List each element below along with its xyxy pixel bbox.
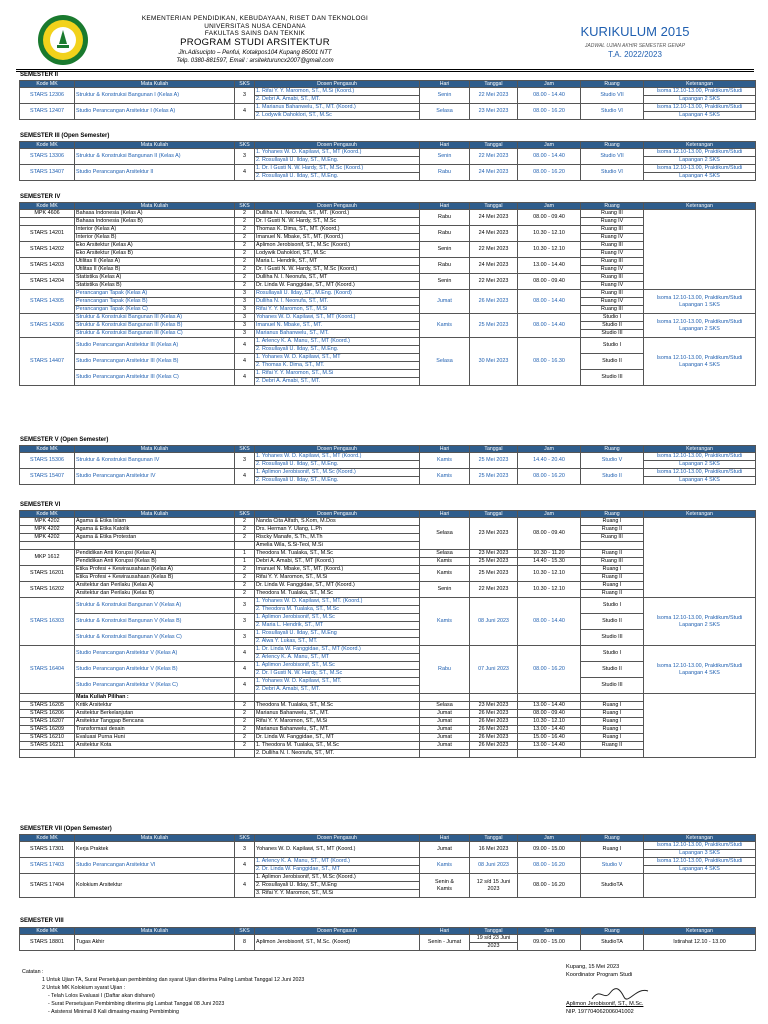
col-hari: Hari (420, 142, 470, 149)
table-row (20, 165, 756, 173)
table-row: Perancangan Tapak (Kelas C) 3 Rifai Y. Y. Maromon, ST., M.Si Ruang III (20, 306, 756, 314)
table-row: STARS 16209 Transformasi desain 2 Marianus Bahanwelu, ST., MT. Jumat 26 Mei 2023 13.00 - 14.40 Ruang I (20, 726, 756, 734)
semester-title: SEMESTER V (Open Semester) (20, 437, 109, 443)
keterangan-cell: Lapangan 4 SKS (644, 173, 756, 181)
table-row: 2023 (20, 943, 756, 951)
table-row: MPK 4202 Agama & Etika Protestan 2 Riscky Manafe, S.Th., M.Th Ruang III (20, 534, 756, 542)
semester-title: SEMESTER VIII (20, 918, 64, 924)
col-hari: Hari (420, 203, 470, 210)
note-item: - Surat Persetujuan Pembimbing diterima plg Lambat Tanggal 08 Juni 2023 (48, 1001, 225, 1007)
table-row: 2. Rosullayali U. Ilday, ST., M.Eng. Lapangan 2 SKS (20, 461, 756, 469)
table-row: STARS 17404 Kolokium Arsitektur 4 1. Aplimon Jerobisonif, ST., M.Sc (Koord.) Senin & Kamis 12 s/d 15 Juni 2023 08.00 - 16.20 StudioTA (20, 874, 756, 882)
table-row: 3. Rifai Y. Y. Maromon, ST., M.Si (20, 890, 756, 898)
table-row: STARS 16206 Arsitektur Berkelanjutan 2 Marianus Bahanwelu, ST., MT. Jumat 26 Mei 2023 08.00 - 09.40 Ruang I (20, 710, 756, 718)
table-row: STARS 15407 Studio Perancangan Arsitektur IV 4 1. Aplimon Jerobisonif, ST., M.Sc (Koord.) Kamis 25 Mei 2023 08.00 - 16.20 Studio II Isoma 12.10-13.00, Praktikum/Studi (20, 469, 756, 477)
col-tanggal: Tanggal (470, 81, 518, 88)
semester-title: SEMESTER VI (20, 502, 61, 508)
table-header (20, 203, 756, 210)
table-row: 2. Debri A. Amabi, ST., MT. (20, 686, 756, 694)
kode-cell: STARS 13306 (20, 149, 75, 165)
table-row: Perancangan Tapak (Kelas B) 3 Dulliha N. I. Neonufa, ST., MT. Ruang IV (20, 298, 756, 306)
tanggal-cell: 22 Mei 2023 (470, 88, 518, 104)
note-item: 1 Untuk Ujian TA, Surat Persetujuan pembimbing dan syarat Ujian diterima Paling Lambat Tanggal 12 Juni 2023 (42, 977, 305, 983)
sks-cell: 4 (235, 165, 255, 181)
kode-cell: STARS 12407 (20, 104, 75, 120)
table-row: 2. Rosullayali U. Ilday, ST., M.Eng. (20, 346, 756, 354)
note-item: - Asistensi Minimal 8 Kali dimasing-masing Pembimbing (48, 1009, 179, 1015)
col-kode: Kode MK (20, 203, 75, 210)
table-row: 2. Rosullayali U. Ilday, ST., M.Eng. Lapangan 4 SKS (20, 477, 756, 485)
kode-cell: STARS 12306 (20, 88, 75, 104)
col-sks: SKS (235, 81, 255, 88)
mk-cell: Struktur & Konstruksi Bangunan I (Kelas A) (75, 88, 235, 104)
semester-3-table (19, 141, 756, 181)
dosen-cell: 1. Rifai Y. Y. Maromon, ST., M.Si (Koord.) (255, 88, 420, 96)
ruang-cell: Studio VI (581, 165, 644, 181)
university-logo-icon (37, 14, 89, 66)
table-row: Struktur & Konstruksi Bangunan III (Kelas C) 3 Marianus Bahanwelu, ST., MT. Studio III (20, 330, 756, 338)
col-ruang: Ruang (581, 203, 644, 210)
mk-cell: Studio Perancangan Arsitektur I (Kelas A) (75, 104, 235, 120)
table-row: Struktur & Konstruksi Bangunan V (Kelas C) 3 1. Rosullayali U. Ilday, ST., M.Eng Studio III (20, 630, 756, 638)
semester-title: SEMESTER III (Open Semester) (20, 133, 110, 139)
dosen-cell: 2. Lodywik Dahoklori, ST., M.Sc (255, 112, 420, 120)
mk-cell: Studio Perancangan Arsitektur II (75, 165, 235, 181)
sks-cell: 4 (235, 104, 255, 120)
semester-8-table (19, 927, 756, 951)
table-row: STARS 15306 Struktur & Konstruksi Bangunan IV 3 1. Yohanes W. D. Kapilawi, ST., MT (Koord.) Kamis 25 Mei 2023 14.40 - 20.40 Studio V Isoma 12.10-13.00, Praktikum/Studi (20, 453, 756, 461)
mk-cell: Struktur & Konstruksi Bangunan II (Kelas A) (75, 149, 235, 165)
sks-cell: 3 (235, 149, 255, 165)
table-row: STARS 16205 Kritik Arsitektur 2 Theodora M. Tualaka, ST., M.Sc Selasa 23 Mei 2023 13.00 - 14.40 Ruang I (20, 702, 756, 710)
keterangan-cell: Lapangan 2 SKS (644, 157, 756, 165)
hari-cell: Senin (420, 149, 470, 165)
table-row: STARS 17301 Kerja Praktek 3 Yohanes W. D. Kapilawi, ST., MT (Koord.) Jumat 16 Mei 2023 09.00 - 15.00 Ruang I Isoma 12.10-13.00, Praktikum/Studi (20, 842, 756, 850)
table-row: STARS 14306 Struktur & Konstruksi Bangunan III (Kelas A) 3 Yohanes W. D. Kapilawi, ST., MT (Koord.) Kamis 25 Mei 2023 08.00 - 14.40 Studio I Isoma 12.10-13.00, Praktikum/Studi Lapangan 2 SKS (20, 314, 756, 322)
col-keterangan: Keterangan (644, 142, 756, 149)
table-row (20, 104, 756, 112)
schedule-note: JADWAL UJIAN AKHIR SEMESTER GENAP (584, 43, 686, 49)
table-header: Kode MK Mata Kuliah SKS Dosen Pengasuh Hari Tanggal Jam Ruang Keterangan (20, 511, 756, 518)
signature-nip: NIP. 197704062006041002 (566, 1008, 634, 1015)
semester-title: SEMESTER VII (Open Semester) (20, 826, 112, 832)
col-ruang: Ruang (581, 142, 644, 149)
table-row: STARS 14407 Studio Perancangan Arsitektur III (Kelas A) 4 1. Arlency K. A. Manu, ST., MT (Koord.) Selasa 30 Mei 2023 08.00 - 16.30 Studio I Isoma 12.10-13.00, Praktikum/Studi Lapangan 4 SKS (20, 338, 756, 346)
table-row: Arsitektur dan Perilaku (Kelas B) 2 Theodora M. Tualaka, ST., M.Sc Ruang II (20, 590, 756, 598)
col-mk: Mata Kuliah (75, 203, 235, 210)
table-row: 2. Dulliha N. I. Neonufa, ST., MT. (20, 750, 756, 758)
sks-cell: 3 (235, 88, 255, 104)
signature-role: Koordinator Program Studi (566, 971, 633, 978)
ruang-cell: Studio VII (581, 88, 644, 104)
tanggal-cell: 24 Mei 2023 (470, 165, 518, 181)
col-tanggal: Tanggal (470, 203, 518, 210)
table-row: Studio Perancangan Arsitektur III (Kelas B) 4 1. Yohanes W. D. Kapilawi, ST., MT Studio II (20, 354, 756, 362)
table-row: Utilitas II (Kelas B) 2 Dr. I Gusti N. W. Hardy, ST., M.Sc (Koord.) Ruang IV (20, 266, 756, 274)
table-row: 2. Rosullayali U. Ilday, ST., M.Eng (20, 882, 756, 890)
header-divider (16, 69, 754, 70)
col-jam: Jam (518, 142, 581, 149)
keterangan-cell: Isoma 12.10-13.00, Praktikum/Studi (644, 104, 756, 112)
table-row: MKP 1612 Pendidikan Anti Korupsi (Kelas A) 1 Theodora M. Tualaka, ST., M.Sc Selasa 23 Mei 2023 10.30 - 11.20 Ruang II (20, 550, 756, 558)
hari-cell: Selasa (420, 104, 470, 120)
col-dosen: Dosen Pengasuh (255, 203, 420, 210)
semester-title: SEMESTER IV (20, 194, 61, 200)
table-row: STARS 16211 Arsitektur Kota 2 1. Theodora M. Tualaka, ST., M.Sc Jumat 26 Mei 2023 13.00 - 14.40 Ruang II (20, 742, 756, 750)
table-row: STARS 17403 Studio Perancangan Arsitektur VI 4 1. Arlency K. A. Manu, ST., MT (Koord.) Kamis 08 Juni 2023 08.00 - 16.20 Studio V Isoma 12.10-13.00, Praktikum/Studi (20, 858, 756, 866)
notes (22, 968, 304, 1016)
ruang-cell: Studio VI (581, 104, 644, 120)
dosen-cell: 1. Dr. I Gusti N. W. Hardy, ST., M.Sc (Koord.) (255, 165, 420, 173)
dosen-cell: 2. Rosullayali U. Ilday, ST., M.Eng. (255, 157, 420, 165)
tanggal-cell: 23 Mei 2023 (470, 104, 518, 120)
table-row: Bahasa Indonesia (Kelas B) 2 Dr. I Gusti N. W. Hardy, ST., M.Sc Ruang IV (20, 218, 756, 226)
col-tanggal: Tanggal (470, 142, 518, 149)
academic-year: T.A. 2022/2023 (608, 50, 662, 59)
col-mk: Mata Kuliah (75, 81, 235, 88)
jam-cell: 08.00 - 16.20 (518, 165, 581, 181)
col-kode: Kode MK (20, 81, 75, 88)
keterangan-cell: Lapangan 2 SKS (644, 96, 756, 104)
table-row: Struktur & Konstruksi Bangunan V (Kelas B) 3 1. Aplimon Jerobisonif, ST., M.Sc Studio II (20, 614, 756, 622)
table-row: 2. Dr. I Gusti N. W. Hardy, ST., M.Sc (20, 670, 756, 678)
semester-7-table (19, 834, 756, 898)
kode-cell: STARS 13407 (20, 165, 75, 181)
table-header: Kode MK Mata Kuliah SKS Dosen Pengasuh Hari Tanggal Jam Ruang Keterangan (20, 928, 756, 935)
table-header (20, 142, 756, 149)
col-jam: Jam (518, 81, 581, 88)
table-header: Kode MK Mata Kuliah SKS Dosen Pengasuh Hari Tanggal Jam Ruang Keterangan (20, 835, 756, 842)
table-row: 2. Thomas K. Dima, ST., MT. (20, 362, 756, 370)
col-hari: Hari (420, 81, 470, 88)
table-row: Etika Profesi + Kewirausahaan (Kelas B) 2 Rifai Y. Y. Maromon, ST., M.Si Ruang II (20, 574, 756, 582)
col-mk: Mata Kuliah (75, 142, 235, 149)
col-ruang: Ruang (581, 81, 644, 88)
tanggal-cell: 22 Mei 2023 (470, 149, 518, 165)
table-row: Studio Perancangan Arsitektur V (Kelas B) 4 1. Aplimon Jerobisonif, ST., M.Sc Studio II (20, 662, 756, 670)
table-row: STARS 14202 Eko Arsitektur (Kelas A) 2 Aplimon Jerobisonif, ST., M.Sc (Koord.) Senin 22 Mei 2023 10.30 - 12.10 Ruang III (20, 242, 756, 250)
table-row: STARS 16207 Arsitektur Tanggap Bencana 2 Rifai Y. Y. Maromon, ST., M.Si Jumat 26 Mei 2023 10.30 - 12.10 Ruang I (20, 718, 756, 726)
table-row: MPK 4202 Agama & Etika Islam 2 Nanda Cita Alfath, S.Kom, M.Dos Selasa 23 Mei 2023 08.00 - 09.40 Ruang I (20, 518, 756, 526)
table-header: Kode MK Mata Kuliah SKS Dosen Pengasuh Hari Tanggal Jam Ruang Keterangan (20, 446, 756, 453)
table-row: Interior (Kelas B) 2 Imanuel N. Mbake, ST., MT. (Koord.) Ruang IV (20, 234, 756, 242)
table-row: 2. Theodora M. Tualaka, ST., M.Sc (20, 606, 756, 614)
curriculum-block (560, 24, 710, 59)
ministry-name: KEMENTERIAN PENDIDIKAN, KEBUDAYAAN, RISET DAN TEKNOLOGI (141, 15, 369, 22)
contact: Telp. 0380-881597, Email : arsitekturuncx2007@gmail.com (176, 58, 334, 64)
table-row: Mata Kuliah Pilihan : (20, 694, 756, 702)
col-dosen: Dosen Pengasuh (255, 142, 420, 149)
table-row: STARS 14201 Interior (Kelas A) 2 Thomas K. Dima, ST., MT. (Koord.) Rabu 24 Mei 2023 10.30 - 12.10 Ruang III (20, 226, 756, 234)
table-row: 2. Alwa Y. Lukas, ST., MT. (20, 638, 756, 646)
signature-name: Aplimon Jerobisonif, ST., M.Sc. (566, 1001, 644, 1007)
semester-5-table (19, 445, 756, 485)
notes-title: Catatan : (22, 969, 44, 975)
table-row (20, 149, 756, 157)
curriculum-title: KURIKULUM 2015 (580, 24, 690, 39)
table-row: Eko Arsitektur (Kelas B) 2 Lodywik Dahoklori, ST., M.Sc Ruang IV (20, 250, 756, 258)
table-row (20, 88, 756, 96)
table-row: STARS 14305 Perancangan Tapak (Kelas A) 3 Rosullayali U. Ilday, ST., M.Eng. (Koord) Jumat 26 Mei 2023 08.00 - 14.40 Ruang III Isoma 12.10-13.00, Praktikum/Studi Lapangan 1 SKS (20, 290, 756, 298)
note-item: 2 Untuk MK Kolokium syarat Ujian : (42, 985, 126, 991)
table-row: STARS 16210 Evaluasi Purna Huni 2 Dr. Linda W. Fanggidae, ST., MT Jumat 26 Mei 2023 15.00 - 16.40 Ruang I (20, 734, 756, 742)
jam-cell: 08.00 - 14.40 (518, 149, 581, 165)
faculty-name: FAKULTAS SAINS DAN TEKNIK (204, 30, 306, 37)
dosen-cell: 1. Marianus Bahanwelu, ST., MT. (Koord.) (255, 104, 420, 112)
note-item: - Telah Lolos Evaluasi I (Daftar akan disharei) (48, 993, 155, 999)
table-row: STARS 16404 Studio Perancangan Arsitektur V (Kelas A) 4 1. Dr. Linda W. Fanggidae, ST., MT (Koord.) Rabu 07 Juni 2023 08.00 - 16.20 Studio I Isoma 12.10-13.00, Praktikum/Studi Lapangan 4 SKS (20, 646, 756, 654)
document-header (0, 0, 768, 72)
col-keterangan: Keterangan (644, 203, 756, 210)
address: Jln.Adisucipto – Penfui, Kotakpos104 Kupang 85001 NTT (178, 50, 332, 56)
ruang-cell: Studio VII (581, 149, 644, 165)
table-row: Studio Perancangan Arsitektur III (Kelas C) 4 1. Rifai Y. Y. Maromon, ST., M.Si Studio III (20, 370, 756, 378)
table-row: 2. Maria L. Hendrik, ST., MT (20, 622, 756, 630)
signature-date: Kupang, 15 Mei 2023 (566, 964, 620, 970)
table-row: Struktur & Konstruksi Bangunan III (Kelas B) 3 Imanuel N. Mbake, ST., MT. Studio II (20, 322, 756, 330)
col-dosen: Dosen Pengasuh (255, 81, 420, 88)
keterangan-cell: Isoma 12.10-13.00, Praktikum/Studi (644, 149, 756, 157)
semester-title: SEMESTER II (20, 72, 59, 78)
table-row: MPK 4606 Bahasa Indonesia (Kelas A) 2 Dulliha N. I. Neonufa, ST., MT. (Koord.) Rabu 24 Mei 2023 08.00 - 09.40 Ruang III (20, 210, 756, 218)
table-row: STARS 16201 Etika Profesi + Kewirausahaan (Kelas A) 2 Imanuel N. Mbake, ST., MT. (Koord.) Kamis 25 Mei 2023 10.30 - 12.10 Ruang I (20, 566, 756, 574)
col-keterangan: Keterangan (644, 81, 756, 88)
table-row: Studio Perancangan Arsitektur V (Kelas C) 4 1. Yohanes W. D. Kapilawi, ST., MT. Studio III (20, 678, 756, 686)
header-divider (16, 71, 754, 72)
table-header (20, 81, 756, 88)
table-row: Statistika (Kelas B) 2 Dr. Linda W. Fanggidae, ST., MT (Koord.) Ruang IV (20, 282, 756, 290)
col-jam: Jam (518, 203, 581, 210)
table-row: STARS 16202 Arsitektur dan Perilaku (Kelas A) 2 Dr. Linda W. Fanggidae, ST., MT (Koord.) Senin 22 Mei 2023 10.30 - 12.10 Ruang I (20, 582, 756, 590)
col-kode: Kode MK (20, 142, 75, 149)
table-row: 2. Dr. Linda W. Fanggidae, ST., MT Lapangan 4 SKS (20, 866, 756, 874)
keterangan-cell: Isoma 12.10-13.00, Praktikum/Studi (644, 88, 756, 96)
col-sks: SKS (235, 142, 255, 149)
jam-cell: 08.00 - 14.40 (518, 88, 581, 104)
table-row: Amelia Wila, S.Si-Teol, M.Si (20, 542, 756, 550)
table-row: STARS 16303 Struktur & Konstruksi Bangunan V (Kelas A) 3 1. Yohanes W. D. Kapilawi, ST., MT. (Koord.) Kamis 08 Juni 2023 08.00 - 14.40 Studio I Isoma 12.10-13.00, Praktikum/Studi Lapangan 2 SKS (20, 598, 756, 606)
jam-cell: 08.00 - 16.20 (518, 104, 581, 120)
dosen-cell: 2. Debri A. Amabi, ST., MT. (255, 96, 420, 104)
table-row: Lapangan 3 SKS (20, 850, 756, 858)
table-row: MPK 4202 Agama & Etika Katolik 2 Drs. Herman Y. Ulang, L.Ph Ruang II (20, 526, 756, 534)
program-name: PROGRAM STUDI ARSITEKTUR (180, 37, 330, 48)
table-row: Pendidikan Anti Korupsi (Kelas B) 1 Debri A. Amabi, ST., MT (Koord.) Kamis 25 Mei 2023 14.40 - 15.30 Ruang III (20, 558, 756, 566)
dosen-cell: 1. Yohanes W. D. Kapilawi, ST., MT (Koord.) (255, 149, 420, 157)
table-row: STARS 14203 Utilitas II (Kelas A) 2 Maria L. Hendrik, ST., MT Rabu 24 Mei 2023 13.00 - 14.40 Ruang III (20, 258, 756, 266)
hari-cell: Rabu (420, 165, 470, 181)
semester-4-table (19, 202, 756, 386)
dosen-cell: 2. Rosullayali U. Ilday, ST., M.Eng. (255, 173, 420, 181)
table-row: 2. Arlency K. A. Manu, ST., MT (20, 654, 756, 662)
table-row: 2. Debri A. Amabi, ST., MT. (20, 378, 756, 386)
col-sks: SKS (235, 203, 255, 210)
semester-6-table (19, 510, 756, 758)
table-row: STARS 14204 Statistika (Kelas A) 2 Dulliha N. I. Neonufa, ST., MT Senin 22 Mei 2023 08.00 - 09.40 Ruang III (20, 274, 756, 282)
keterangan-cell: Isoma 12.10-13.00, Praktikum/Studi (644, 165, 756, 173)
hari-cell: Senin (420, 88, 470, 104)
table-row: STARS 18801 Tugas Akhir 8 Aplimon Jerobisonif, ST., M.Sc. (Koord) Senin - Jumat 19 s/d 23 Juni 09.00 - 15.00 StudioTA Istirahat 12.10 - 13.00 (20, 935, 756, 943)
university-name: UNIVERSITAS NUSA CENDANA (204, 23, 306, 30)
semester-2-table (19, 80, 756, 120)
keterangan-cell: Lapangan 4 SKS (644, 112, 756, 120)
handwritten-signature-icon (590, 985, 650, 1003)
